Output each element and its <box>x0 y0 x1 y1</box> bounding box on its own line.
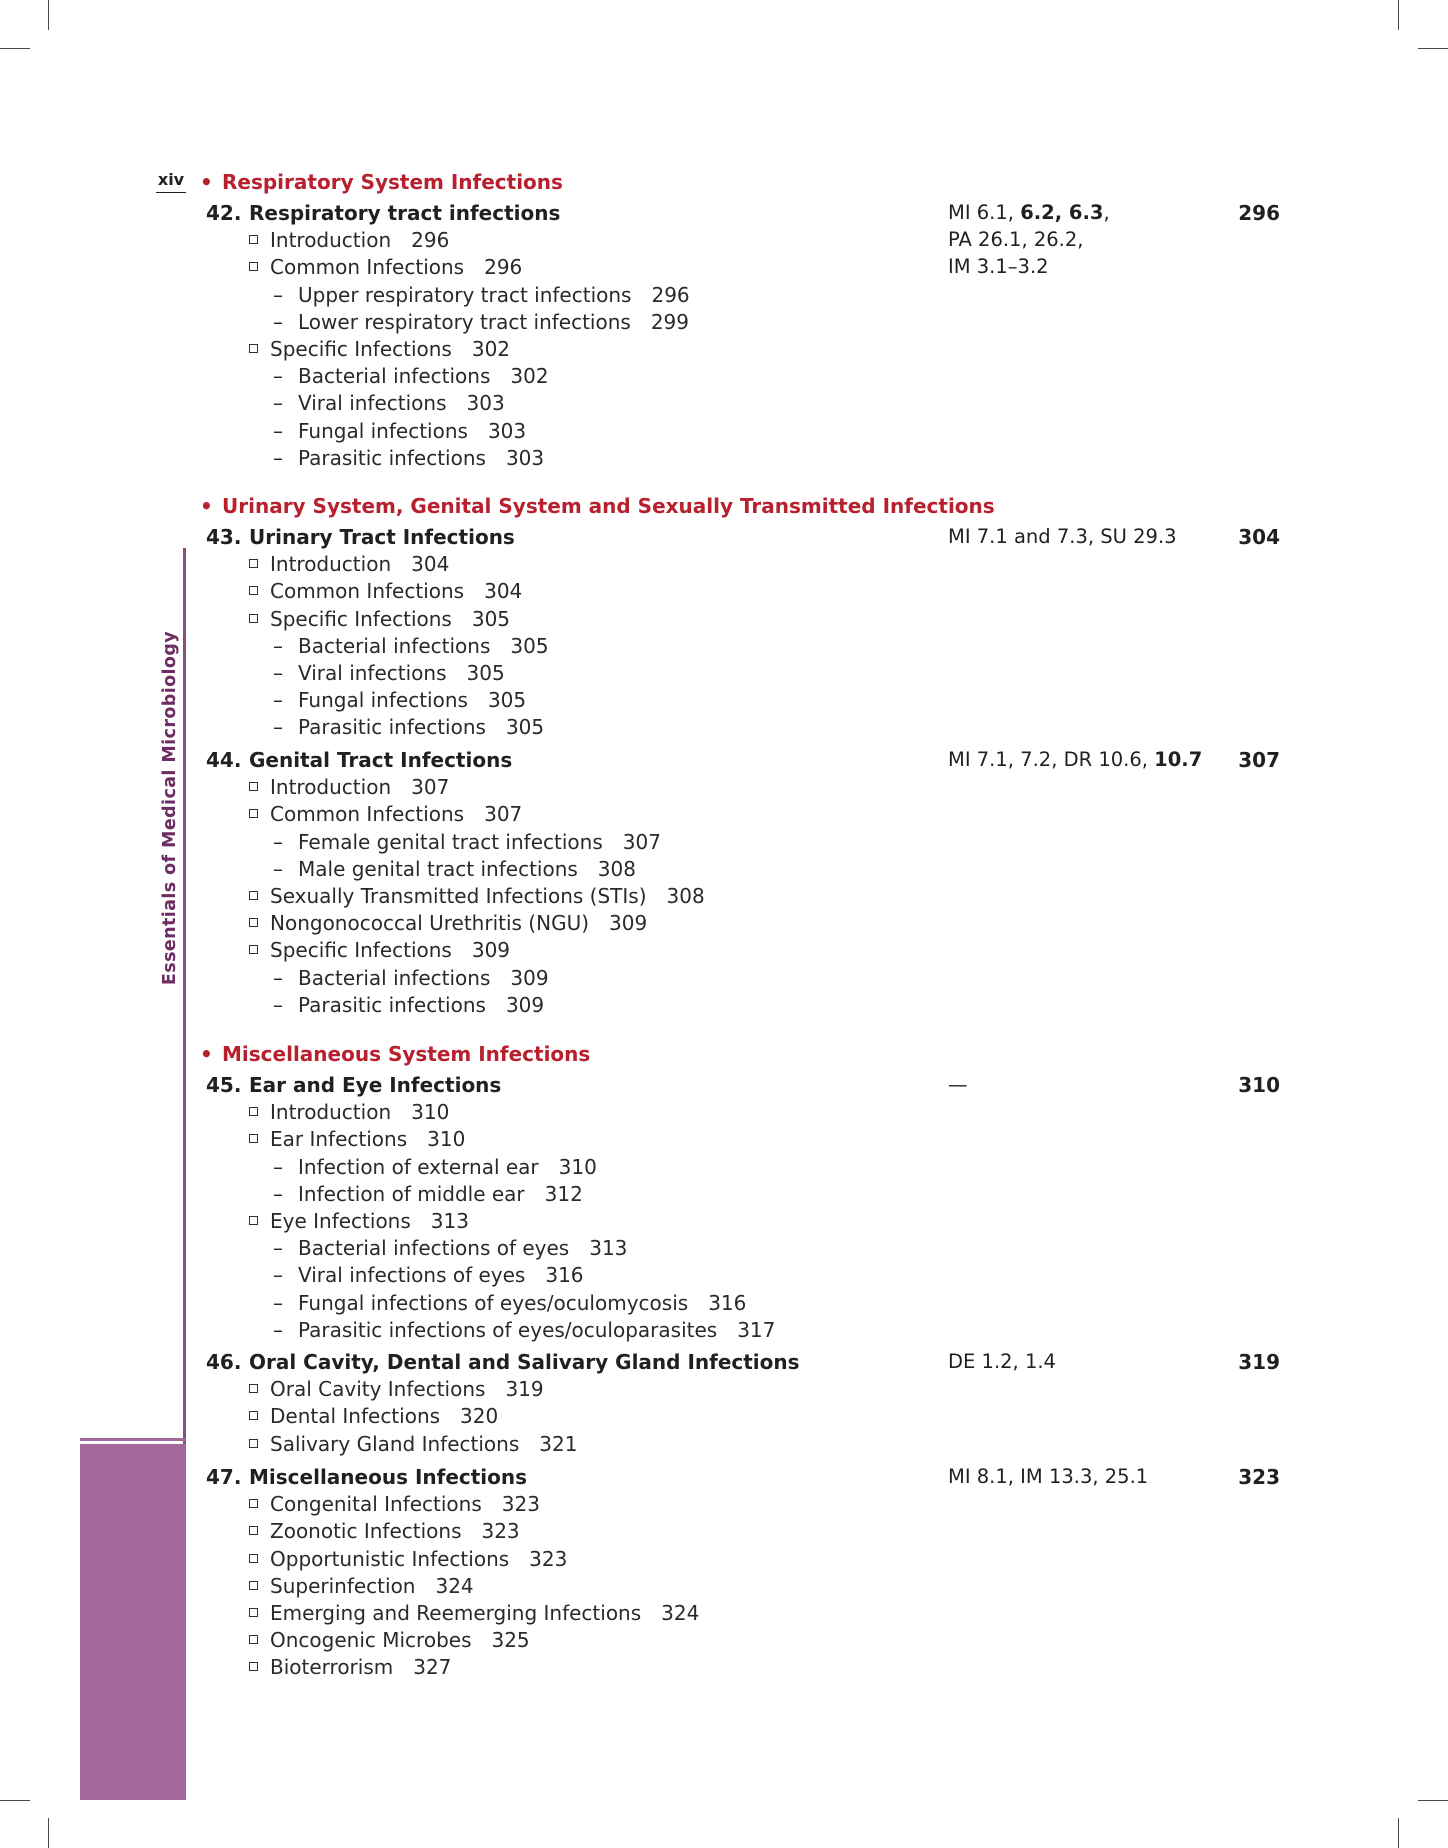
competency-codes <box>948 255 1049 278</box>
topic-text: Common Infections <box>270 579 465 604</box>
crop-mark <box>48 0 49 30</box>
side-band-rule <box>80 1438 186 1441</box>
box-bullet-icon <box>249 614 258 623</box>
box-bullet-icon <box>249 586 258 595</box>
competency-code: 6.2, 6.3 <box>1020 201 1104 224</box>
competency-codes <box>948 1465 1148 1488</box>
crop-mark <box>1398 0 1399 30</box>
dash-bullet-icon: – <box>273 829 283 854</box>
topic-page: 308 <box>597 856 636 881</box>
topic-text: Introduction <box>270 552 392 577</box>
toc-subtopic[interactable] <box>273 364 549 388</box>
topic-text: Ear Infections <box>270 1127 408 1152</box>
topic-text: Common Infections <box>270 255 465 280</box>
topic-page: 302 <box>510 364 549 389</box>
box-bullet-icon <box>249 1581 258 1590</box>
topic-text: Congenital Infections <box>270 1492 482 1517</box>
box-bullet-icon <box>249 1411 258 1420</box>
toc-topic[interactable] <box>249 802 522 826</box>
chapter-page: 304 <box>1238 525 1280 549</box>
dash-bullet-icon: – <box>273 391 283 416</box>
dash-bullet-icon: – <box>273 715 283 740</box>
bullet-icon: • <box>200 494 213 518</box>
crop-mark <box>0 48 30 49</box>
box-bullet-icon <box>249 809 258 818</box>
topic-page: 327 <box>413 1655 452 1680</box>
topic-text: Nongonococcal Urethritis (NGU) <box>270 911 590 936</box>
box-bullet-icon <box>249 945 258 954</box>
topic-page: 305 <box>471 606 511 631</box>
toc-topic[interactable] <box>249 579 522 603</box>
box-bullet-icon <box>249 1499 258 1508</box>
toc-topic[interactable] <box>249 1628 530 1652</box>
chapter-number: 43. <box>206 525 242 549</box>
competency-codes <box>948 525 1177 548</box>
toc-subtopic[interactable] <box>273 993 544 1017</box>
topic-text: Oncogenic Microbes <box>270 1628 472 1653</box>
topic-page: 309 <box>609 911 648 936</box>
topic-text: Parasitic infections of eyes/oculoparasites <box>298 1317 718 1342</box>
topic-page: 319 <box>505 1377 544 1402</box>
toc-subtopic[interactable] <box>273 634 549 658</box>
chapter-page: 319 <box>1238 1350 1280 1374</box>
side-band <box>80 1444 186 1800</box>
topic-text: Oral Cavity Infections <box>270 1377 486 1402</box>
box-bullet-icon <box>249 344 258 353</box>
toc-subtopic[interactable] <box>273 830 661 854</box>
topic-text: Upper respiratory tract infections <box>298 282 632 307</box>
competency-code: 10.7 <box>1154 748 1203 771</box>
crop-mark <box>0 1800 30 1801</box>
toc-subtopic[interactable] <box>273 1318 775 1342</box>
toc-subtopic[interactable] <box>273 1236 627 1260</box>
topic-text: Salivary Gland Infections <box>270 1431 520 1456</box>
crop-mark <box>1398 1818 1399 1848</box>
competency-code: MI 7.1 and 7.3, SU 29.3 <box>948 525 1177 548</box>
topic-page: 305 <box>510 633 549 658</box>
box-bullet-icon <box>249 1384 258 1393</box>
dash-bullet-icon: – <box>273 1236 283 1261</box>
crop-mark <box>1418 1800 1448 1801</box>
toc-topic[interactable] <box>249 1100 449 1124</box>
topic-text: Bacterial infections <box>298 364 491 389</box>
toc-topic[interactable] <box>249 938 510 962</box>
box-bullet-icon <box>249 1662 258 1671</box>
topic-page: 324 <box>435 1573 474 1598</box>
topic-text: Viral infections of eyes <box>298 1263 526 1288</box>
chapter-page: 323 <box>1238 1465 1280 1489</box>
topic-text: Sexually Transmitted Infections (STIs) <box>270 884 647 908</box>
topic-text: Introduction <box>270 1100 392 1125</box>
toc-topic[interactable] <box>249 1574 474 1598</box>
dash-bullet-icon: – <box>273 282 283 307</box>
dash-bullet-icon: – <box>273 418 283 443</box>
box-bullet-icon <box>249 559 258 568</box>
topic-page: 316 <box>708 1290 747 1315</box>
topic-text: Parasitic infections <box>298 715 486 740</box>
dash-bullet-icon: – <box>273 856 283 881</box>
topic-page: 312 <box>544 1181 583 1206</box>
toc-subtopic[interactable] <box>273 1182 583 1206</box>
topic-text: Specific Infections <box>270 337 452 361</box>
topic-page: 321 <box>539 1431 578 1456</box>
toc-subtopic[interactable] <box>273 857 636 881</box>
box-bullet-icon <box>249 1608 258 1617</box>
toc-subtopic[interactable] <box>273 1155 597 1179</box>
dash-bullet-icon: – <box>273 364 283 389</box>
topic-page: 317 <box>737 1317 776 1342</box>
toc-topic[interactable] <box>249 1432 577 1456</box>
box-bullet-icon <box>249 1635 258 1644</box>
topic-page: 309 <box>505 992 545 1017</box>
chapter-title[interactable]: Genital Tract Infections <box>249 748 513 772</box>
topic-text: Fungal infections of eyes/oculomycosis <box>298 1290 689 1315</box>
topic-page: 308 <box>666 884 705 908</box>
topic-page: 313 <box>430 1209 469 1233</box>
toc-topic[interactable] <box>249 884 705 908</box>
dash-bullet-icon: – <box>273 965 283 990</box>
bullet-icon: • <box>200 1042 213 1066</box>
topic-page: 323 <box>481 1519 520 1544</box>
box-bullet-icon <box>249 262 258 271</box>
competency-code: , <box>1103 201 1110 224</box>
toc-topic[interactable] <box>249 775 449 799</box>
chapter-title[interactable]: Miscellaneous Infections <box>249 1465 528 1489</box>
competency-codes <box>948 748 1202 771</box>
topic-text: Dental Infections <box>270 1404 441 1429</box>
chapter-number: 42. <box>206 201 242 225</box>
topic-text: Specific Infections <box>270 938 452 963</box>
chapter-page: 307 <box>1238 748 1280 772</box>
section-heading <box>200 1042 590 1066</box>
box-bullet-icon <box>249 1526 258 1535</box>
toc-topic[interactable] <box>249 1377 544 1401</box>
topic-page: 296 <box>484 255 523 280</box>
box-bullet-icon <box>249 1107 258 1116</box>
toc-topic[interactable] <box>249 1127 465 1151</box>
competency-code: DE 1.2, 1.4 <box>948 1350 1056 1373</box>
topic-page: 316 <box>545 1263 584 1288</box>
chapter-number: 44. <box>206 748 242 772</box>
box-bullet-icon <box>249 918 258 927</box>
dash-bullet-icon: – <box>273 1181 283 1206</box>
toc-subtopic[interactable] <box>273 1291 746 1315</box>
box-bullet-icon <box>249 1439 258 1448</box>
topic-text: Viral infections <box>298 391 447 416</box>
topic-text: Parasitic infections <box>298 445 486 470</box>
competency-code: PA 26.1, 26.2, <box>948 228 1084 252</box>
chapter-page: 296 <box>1238 201 1280 225</box>
dash-bullet-icon: – <box>273 992 283 1017</box>
chapter-title[interactable]: Respiratory tract infections <box>249 201 561 225</box>
toc-subtopic[interactable] <box>273 966 549 990</box>
box-bullet-icon <box>249 891 258 900</box>
topic-page: 307 <box>484 802 523 827</box>
topic-text: Emerging and Reemerging Infections <box>270 1601 642 1625</box>
topic-page: 305 <box>487 688 527 713</box>
box-bullet-icon <box>249 1134 258 1143</box>
section-title: Respiratory System Infections <box>222 170 563 194</box>
topic-page: 320 <box>460 1404 499 1429</box>
toc-topic[interactable] <box>249 337 510 361</box>
competency-code: — <box>948 1073 968 1096</box>
topic-text: Zoonotic Infections <box>270 1519 462 1544</box>
topic-page: 296 <box>411 228 450 253</box>
topic-page: 302 <box>471 337 511 361</box>
section-title: Urinary System, Genital System and Sexually Transmitted Infections <box>222 494 995 518</box>
topic-page: 307 <box>411 775 450 800</box>
topic-text: Lower respiratory tract infections <box>298 309 631 334</box>
crop-mark <box>1418 48 1448 49</box>
box-bullet-icon <box>249 235 258 244</box>
toc-topic[interactable] <box>249 1655 451 1679</box>
competency-code: IM 3.1–3.2 <box>948 255 1049 279</box>
chapter-number: 45. <box>206 1073 242 1097</box>
topic-page: 304 <box>484 579 523 604</box>
toc-topic[interactable] <box>249 1404 498 1428</box>
chapter-number: 46. <box>206 1350 242 1374</box>
toc-topic[interactable] <box>249 552 449 576</box>
topic-page: 323 <box>501 1492 540 1517</box>
dash-bullet-icon: – <box>273 445 283 470</box>
topic-text: Female genital tract infections <box>298 829 603 854</box>
dash-bullet-icon: – <box>273 1154 283 1179</box>
toc-subtopic[interactable] <box>273 688 526 712</box>
toc-subtopic[interactable] <box>273 715 544 739</box>
toc-subtopic[interactable] <box>273 661 505 685</box>
competency-code: MI 7.1, 7.2, DR 10.6, <box>948 748 1155 771</box>
competency-codes <box>948 1073 968 1096</box>
topic-text: Superinfection <box>270 1573 416 1598</box>
topic-page: 310 <box>427 1127 466 1152</box>
topic-text: Infection of external ear <box>298 1154 539 1179</box>
toc-subtopic[interactable] <box>273 1263 584 1287</box>
box-bullet-icon <box>249 782 258 791</box>
topic-page: 305 <box>466 661 505 685</box>
topic-page: 305 <box>505 715 545 740</box>
toc-topic[interactable] <box>249 1519 520 1543</box>
topic-text: Common Infections <box>270 802 465 827</box>
toc-topic[interactable] <box>249 1209 469 1233</box>
section-title: Miscellaneous System Infections <box>222 1042 591 1066</box>
toc-topic[interactable] <box>249 228 449 252</box>
section-heading <box>200 494 995 518</box>
topic-page: 299 <box>650 309 690 334</box>
dash-bullet-icon: – <box>273 661 283 685</box>
chapter-page: 310 <box>1238 1073 1280 1097</box>
toc-subtopic[interactable] <box>273 283 690 307</box>
competency-codes <box>948 201 1110 224</box>
bullet-icon: • <box>200 170 213 194</box>
chapter-title[interactable]: Ear and Eye Infections <box>249 1073 502 1097</box>
competency-codes <box>948 228 1083 251</box>
topic-text: Introduction <box>270 775 392 800</box>
toc-topic[interactable] <box>249 255 522 279</box>
dash-bullet-icon: – <box>273 309 283 334</box>
topic-page: 309 <box>471 938 511 963</box>
topic-text: Bioterrorism <box>270 1655 394 1680</box>
topic-page: 310 <box>558 1154 597 1179</box>
competency-code: MI 6.1, <box>948 201 1021 224</box>
topic-page: 325 <box>491 1628 530 1653</box>
toc-subtopic[interactable] <box>273 310 689 334</box>
topic-text: Fungal infections <box>298 418 468 443</box>
dash-bullet-icon: – <box>273 688 283 713</box>
topic-page: 310 <box>411 1100 450 1125</box>
toc-topic[interactable] <box>249 1601 699 1625</box>
topic-text: Bacterial infections <box>298 965 491 990</box>
topic-page: 324 <box>661 1601 700 1625</box>
chapter-number: 47. <box>206 1465 242 1489</box>
topic-page: 309 <box>510 965 549 990</box>
topic-page: 323 <box>529 1546 568 1571</box>
dash-bullet-icon: – <box>273 633 283 658</box>
topic-text: Parasitic infections <box>298 992 486 1017</box>
topic-text: Viral infections <box>298 661 447 685</box>
competency-code: MI 8.1, IM 13.3, 25.1 <box>948 1465 1149 1488</box>
dash-bullet-icon: – <box>273 1263 283 1288</box>
toc-topic[interactable] <box>249 1547 567 1571</box>
topic-text: Eye Infections <box>270 1209 411 1233</box>
topic-text: Fungal infections <box>298 688 468 713</box>
box-bullet-icon <box>249 1554 258 1563</box>
box-bullet-icon <box>249 1216 258 1225</box>
topic-page: 307 <box>622 829 661 854</box>
toc-topic[interactable] <box>249 911 647 935</box>
topic-text: Introduction <box>270 228 392 253</box>
dash-bullet-icon: – <box>273 1317 283 1342</box>
dash-bullet-icon: – <box>273 1290 283 1315</box>
topic-text: Male genital tract infections <box>298 856 578 881</box>
topic-text: Specific Infections <box>270 606 452 631</box>
section-heading <box>200 170 563 194</box>
competency-codes <box>948 1350 1056 1373</box>
page-number: xiv <box>156 170 186 193</box>
toc-subtopic[interactable] <box>273 391 505 415</box>
topic-page: 313 <box>589 1236 628 1261</box>
chapter-title[interactable]: Oral Cavity, Dental and Salivary Gland Infections <box>249 1350 800 1374</box>
toc-subtopic[interactable] <box>273 419 526 443</box>
topic-page: 303 <box>487 418 527 443</box>
topic-page: 303 <box>466 391 505 416</box>
topic-page: 303 <box>505 445 545 470</box>
toc-topic[interactable] <box>249 607 510 631</box>
book-title-vertical: Essentials of Medical Microbiology <box>160 630 180 986</box>
toc-subtopic[interactable] <box>273 446 544 470</box>
chapter-title[interactable]: Urinary Tract Infections <box>249 525 515 549</box>
topic-text: Opportunistic Infections <box>270 1546 510 1571</box>
topic-text: Bacterial infections of eyes <box>298 1236 570 1261</box>
crop-mark <box>48 1818 49 1848</box>
topic-page: 304 <box>411 552 450 577</box>
topic-text: Bacterial infections <box>298 633 491 658</box>
topic-page: 296 <box>651 282 690 307</box>
topic-text: Infection of middle ear <box>298 1181 525 1206</box>
toc-topic[interactable] <box>249 1492 540 1516</box>
